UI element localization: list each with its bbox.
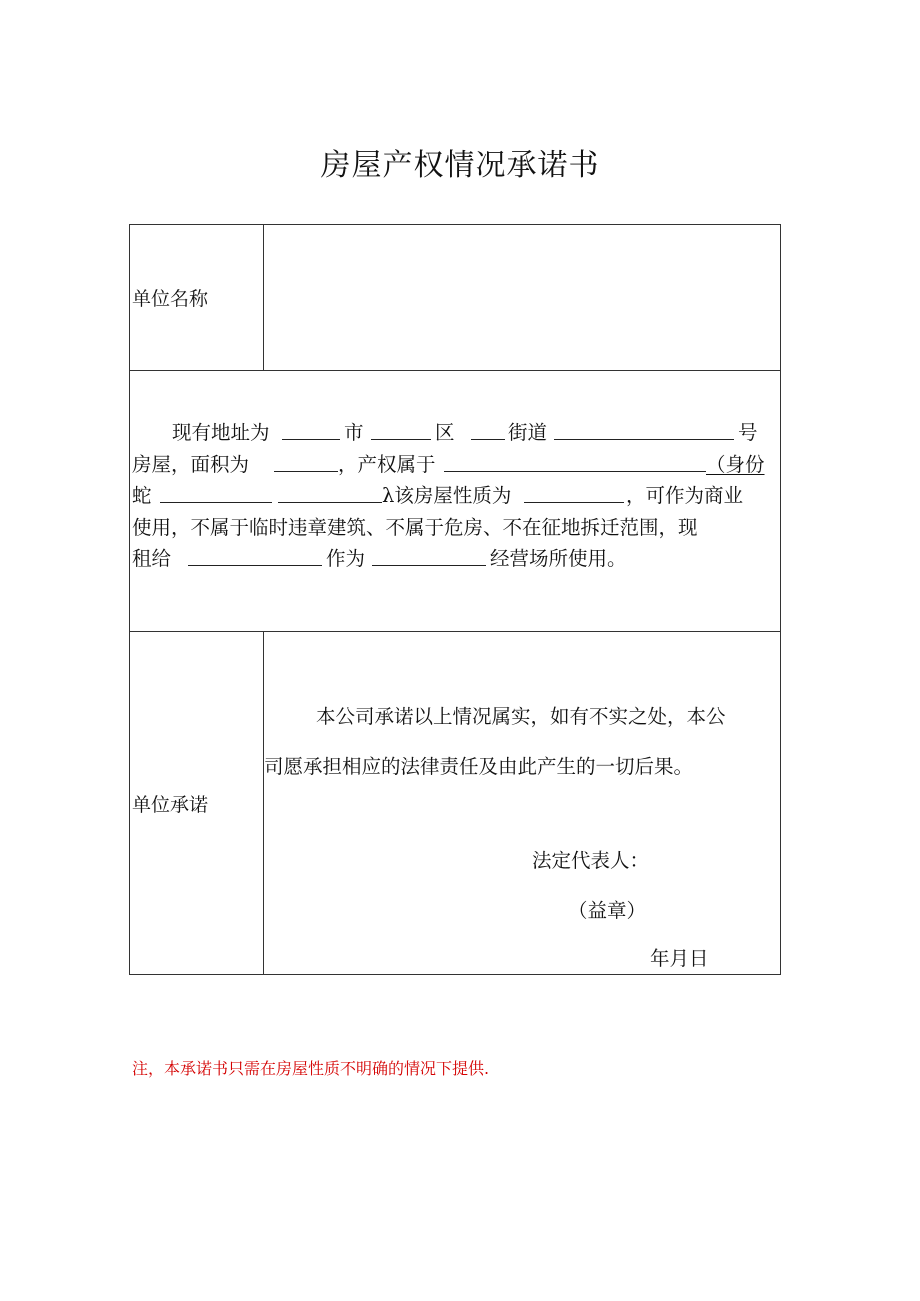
commercial-label: ，可作为商业 bbox=[626, 484, 744, 507]
as-label: 作为 bbox=[326, 547, 366, 570]
id-label: （身份 bbox=[706, 452, 765, 476]
snake-label: 蛇 bbox=[132, 484, 152, 507]
tenant-blank[interactable] bbox=[188, 565, 322, 566]
address-line-3 bbox=[130, 480, 780, 512]
address-line-4 bbox=[130, 512, 780, 544]
address-line-5 bbox=[130, 543, 780, 575]
id-extra-blank[interactable] bbox=[278, 502, 382, 503]
owner-blank[interactable] bbox=[444, 471, 706, 472]
row-divider-2 bbox=[130, 631, 780, 632]
rent-label: 租给 bbox=[132, 547, 172, 570]
row-divider-1 bbox=[130, 370, 780, 371]
commitment-form-table bbox=[129, 224, 781, 975]
house-number-blank[interactable] bbox=[554, 439, 734, 440]
date-label: 年月日 bbox=[650, 947, 709, 970]
property-nature-blank[interactable] bbox=[524, 502, 624, 503]
address-lead: 现有地址为 bbox=[172, 421, 270, 444]
unit-name-field[interactable] bbox=[280, 287, 760, 311]
city-label: 市 bbox=[344, 421, 364, 444]
pledge-line-2: 司愿承担相应的法律责任及由此产生的一切后果。 bbox=[264, 755, 694, 778]
footnote: 注，本承诺书只需在房屋性质不明确的情况下提供. bbox=[132, 1059, 490, 1078]
document-title: 房屋产权情况承诺书 bbox=[320, 148, 600, 183]
property-nature-label: λ该房屋性质为 bbox=[382, 484, 512, 507]
unit-name-label: 单位名称 bbox=[132, 288, 209, 310]
address-line-1 bbox=[130, 417, 780, 449]
city-blank[interactable] bbox=[282, 439, 340, 440]
area-blank[interactable] bbox=[274, 471, 338, 472]
business-type-blank[interactable] bbox=[372, 565, 486, 566]
legal-representative-label: 法定代表人： bbox=[532, 849, 650, 872]
street-blank[interactable] bbox=[471, 439, 505, 440]
district-label: 区 bbox=[435, 421, 455, 444]
district-blank[interactable] bbox=[371, 439, 431, 440]
column-divider-top bbox=[263, 225, 264, 370]
column-divider-bottom bbox=[263, 631, 264, 974]
pledge-line-1: 本公司承诺以上情况属实，如有不实之处，本公 bbox=[316, 705, 726, 728]
address-line-2 bbox=[130, 449, 780, 481]
id-number-blank[interactable] bbox=[160, 502, 272, 503]
pledge-label: 单位承诺 bbox=[132, 794, 209, 816]
address-paragraph bbox=[130, 417, 780, 575]
seal-label: （益章） bbox=[568, 899, 647, 922]
number-label: 号 bbox=[738, 421, 758, 444]
street-label: 街道 bbox=[508, 421, 548, 444]
usage-statement: 使用，不属于临时违章建筑、不属于危房、不在征地拆迁范围，现 bbox=[132, 515, 698, 539]
owner-label: ，产权属于 bbox=[338, 452, 436, 476]
business-use-label: 经营场所使用。 bbox=[490, 547, 627, 570]
area-label: 房屋，面积为 bbox=[132, 452, 250, 476]
